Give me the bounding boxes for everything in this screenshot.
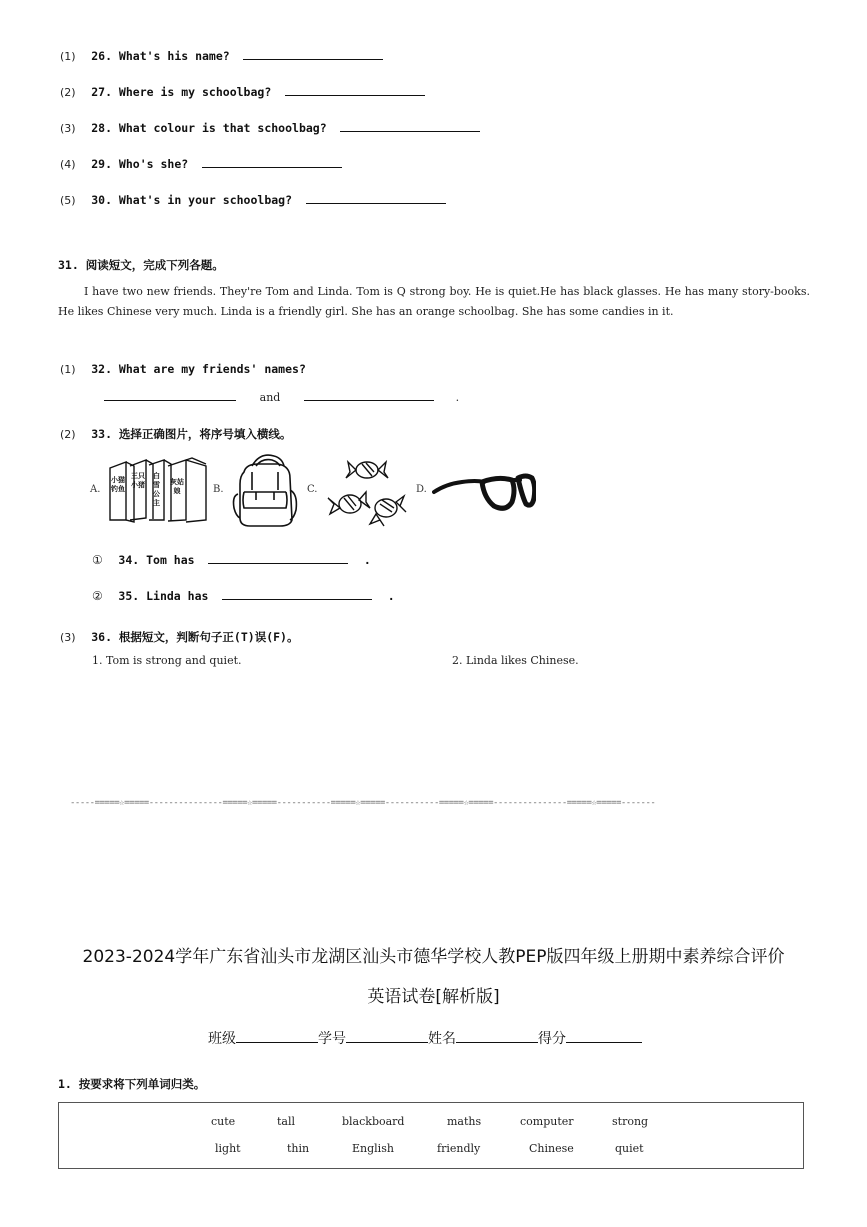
question-text: 34. Tom has [118,553,195,567]
option-letter-d: D. [416,484,427,495]
section-separator: -----=====☆=====---------------=====☆=====-----------=====☆=====-----------=====☆=====---------------=====☆=====------- [70,798,656,808]
period: . [387,589,395,603]
word-strong: strong [612,1115,649,1128]
candies-icon[interactable] [322,452,412,530]
question-text: 36. 根据短文，判断句子正(T)误(F)。 [91,630,299,644]
question-marker: (2) [60,86,76,99]
question-26 [60,45,383,64]
word-computer: computer [520,1115,574,1128]
question-34 [92,549,371,568]
student-info-row [208,1027,642,1048]
question-32 [60,358,306,377]
question-32-answer-row [104,386,459,405]
question-27 [60,81,425,100]
word-quiet: quiet [615,1142,644,1155]
question-35 [92,585,395,604]
option-letter-b: B. [213,484,224,495]
word-friendly: friendly [437,1142,481,1155]
word-tall: tall [277,1115,296,1128]
question-text: 29. Who's she? [91,157,189,171]
reading-heading: 31. 阅读短文，完成下列各题。 [58,258,224,272]
word-english: English [352,1142,394,1155]
question-marker: (3) [60,122,76,135]
word-light: light [215,1142,241,1155]
answer-blank[interactable] [222,587,372,600]
question-text: 30. What's in your schoolbag? [91,193,293,207]
name-field[interactable] [456,1027,538,1043]
question-36 [60,626,298,645]
question-marker: (1) [60,363,76,376]
question-marker: (4) [60,158,76,171]
answer-blank[interactable] [306,191,446,204]
statement-1: 1. Tom is strong and quiet. [92,654,242,667]
question-28 [60,117,480,136]
exam-title-line-1: 2023-2024学年广东省汕头市龙湖区汕头市德华学校人教PEP版四年级上册期中素养综合评价 [82,947,785,967]
book-title-4: 灰姑娘 [170,478,184,495]
question-marker: ② [92,589,103,603]
statement-2: 2. Linda likes Chinese. [452,654,579,667]
class-field[interactable] [236,1027,318,1043]
question-marker: (2) [60,428,76,441]
question-marker: (1) [60,50,76,63]
option-letter-c: C. [307,484,318,495]
and-label: and [259,391,281,404]
answer-blank[interactable] [285,83,425,96]
book-title-3: 白雪公主 [153,472,160,507]
option-letter-a: A. [90,484,101,495]
question-33 [60,423,291,442]
word-maths: maths [447,1115,482,1128]
score-field[interactable] [566,1027,642,1043]
answer-blank[interactable] [202,155,342,168]
question-text: 32. What are my friends' names? [91,362,306,376]
student-number-label: 学号 [318,1031,346,1047]
word-cute: cute [211,1115,236,1128]
word-blackboard: blackboard [342,1115,405,1128]
book-title-2: 三只小猪 [131,472,145,489]
period: . [363,553,371,567]
question-29 [60,153,342,172]
question-marker: (5) [60,194,76,207]
answer-blank[interactable] [208,551,348,564]
question-marker: ① [92,553,103,567]
glasses-icon[interactable] [432,468,536,514]
score-label: 得分 [538,1031,566,1047]
word-box [58,1102,804,1169]
answer-blank[interactable] [340,119,480,132]
period: . [455,391,460,404]
word-chinese: Chinese [529,1142,574,1155]
backpack-icon[interactable] [230,450,302,530]
question-1-heading: 1. 按要求将下列单词归类。 [58,1077,206,1091]
question-text: 28. What colour is that schoolbag? [91,121,327,135]
answer-blank[interactable] [243,47,383,60]
question-text: 27. Where is my schoolbag? [91,85,272,99]
books-icon[interactable] [106,456,210,524]
book-title-1: 小猫钓鱼 [111,476,125,493]
question-text: 33. 选择正确图片，将序号填入横线。 [91,427,292,441]
word-thin: thin [287,1142,310,1155]
answer-blank-1[interactable] [104,388,236,401]
exam-title-line-2: 英语试卷[解析版] [367,987,500,1007]
student-number-field[interactable] [346,1027,428,1043]
name-label: 姓名 [428,1031,456,1047]
question-30 [60,189,446,208]
answer-blank-2[interactable] [304,388,434,401]
question-text: 26. What's his name? [91,49,230,63]
reading-passage: I have two new friends. They're Tom and Linda. Tom is Q strong boy. He is quiet.He has black glasses. He has many story-books. He likes Chinese very much. Linda is a friendly girl. She has an orange schoolbag. She has some candies in it. [58,285,810,318]
question-marker: (3) [60,631,76,644]
class-label: 班级 [208,1031,236,1047]
question-text: 35. Linda has [118,589,209,603]
